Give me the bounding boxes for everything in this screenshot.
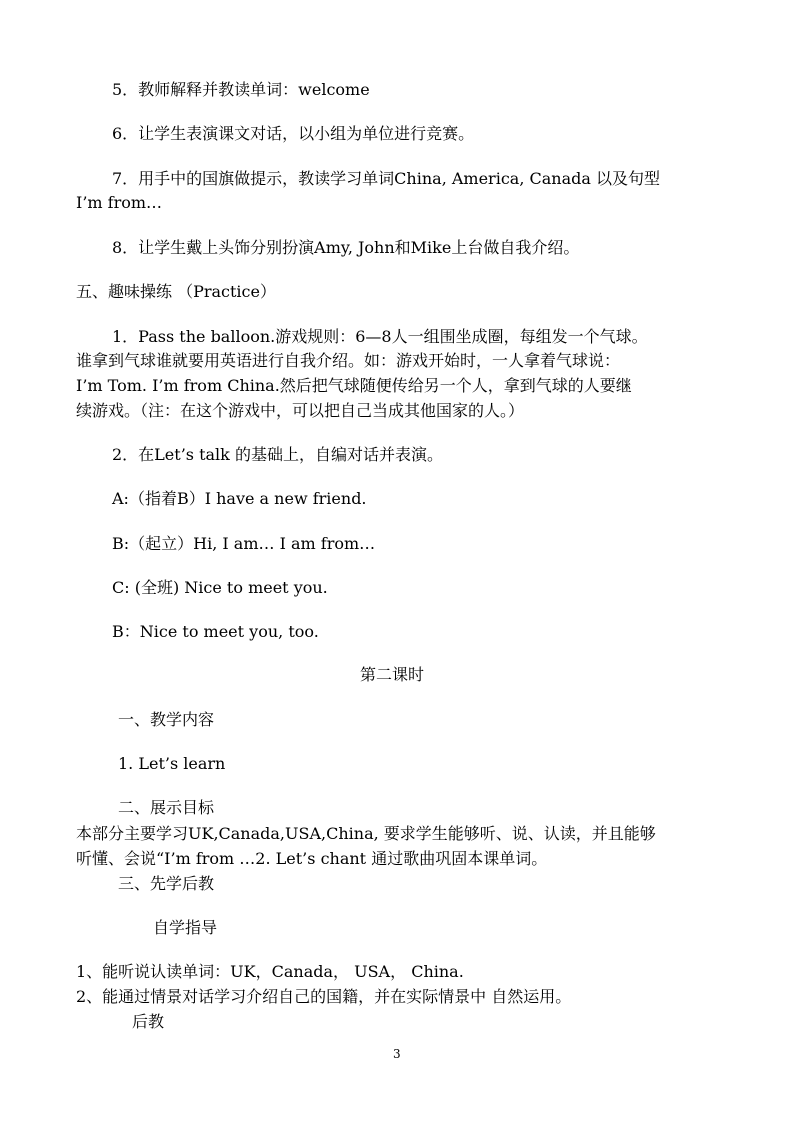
self-study-item-2: 2、能通过情景对话学习介绍自己的国籍，并在实际情景中 自然运用。 <box>76 987 572 1006</box>
practice-1-line-3: I’m Tom. I’m from China.然后把气球随便传给另一个人，拿到气球的人要继 <box>76 376 632 395</box>
practice-2-line: 2．在Let’s talk 的基础上，自编对话并表演。 <box>112 445 443 464</box>
practice-1-line-2: 谁拿到气球谁就要用英语进行自我介绍。如：游戏开始时，一人拿着气球说： <box>76 351 621 370</box>
dialogue-a-line: A:（指着B）I have a new friend. <box>112 489 367 508</box>
lets-learn-line: 1. Let’s learn <box>118 754 226 773</box>
dialogue-b-reply-line: B：Nice to meet you, too. <box>112 622 319 641</box>
section-five-heading: 五、趣味操练 （Practice） <box>76 282 276 301</box>
step-5-line: 5．教师解释并教读单词：welcome <box>112 80 370 99</box>
step-8-line: 8．让学生戴上头饰分别扮演Amy, John和Mike上台做自我介绍。 <box>112 238 580 257</box>
objectives-line-1: 本部分主要学习UK,Canada,USA,China, 要求学生能够听、说、认读，并且能够 <box>76 824 656 843</box>
objectives-heading: 二、展示目标 <box>118 798 215 817</box>
self-study-heading: 自学指导 <box>153 918 218 937</box>
practice-1-line-4: 续游戏。（注：在这个游戏中，可以把自己当成其他国家的人。） <box>76 401 525 420</box>
post-teaching-heading: 后教 <box>132 1012 165 1031</box>
dialogue-b-line: B:（起立）Hi, I am… I am from… <box>112 534 376 553</box>
self-study-item-1: 1、能听说认读单词：UK，Canada， USA， China. <box>76 962 464 981</box>
page-number: 3 <box>393 1047 401 1061</box>
step-6-line: 6．让学生表演课文对话，以小组为单位进行竞赛。 <box>112 124 475 143</box>
practice-1-line: 1．Pass the balloon.游戏规则：6—8人一组围坐成圈，每组发一个气球。 <box>112 327 648 346</box>
lesson-two-title: 第二课时 <box>360 665 425 684</box>
learn-then-teach-heading: 三、先学后教 <box>118 874 215 893</box>
step-7-continuation: I’m from… <box>76 193 163 212</box>
objectives-line-2: 听懂、会说“I’m from …2. Let’s chant 通过歌曲巩固本课单词。 <box>76 849 548 868</box>
teaching-content-heading: 一、教学内容 <box>118 710 215 729</box>
step-7-line: 7．用手中的国旗做提示，教读学习单词China, America, Canada 以及句型 <box>112 169 660 188</box>
dialogue-c-line: C: (全班) Nice to meet you. <box>112 578 328 597</box>
